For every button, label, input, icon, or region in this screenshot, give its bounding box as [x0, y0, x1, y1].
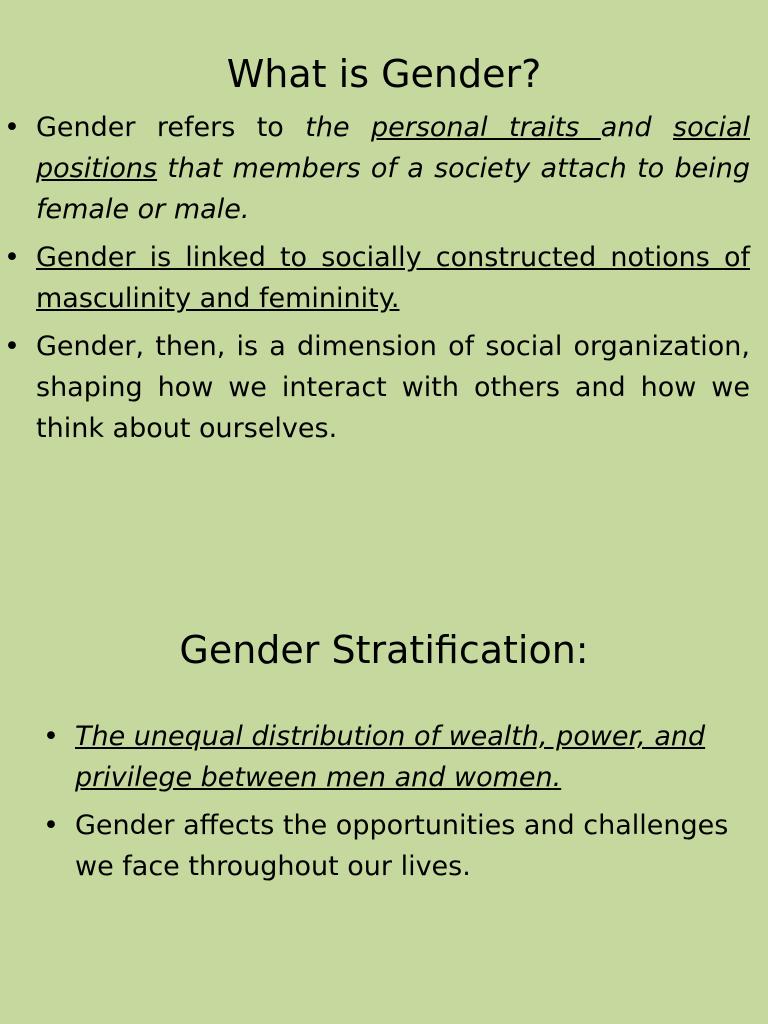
bullet-text-part-italic: the [305, 112, 371, 143]
bullet-text-part-italic: that members of a society attach to being female or male. [36, 153, 750, 225]
slide-title-what-is-gender: What is Gender? [226, 52, 542, 96]
bullet-item-social-organization [4, 326, 750, 449]
gender-definition-list [4, 107, 750, 456]
bullet-icon: • [4, 112, 20, 143]
bullet-text: Gender, then, is a dimension of social organization, shaping how we interact with others and how we think about ourselves. [36, 331, 750, 444]
bullet-item-opportunities [43, 805, 735, 887]
bullet-icon: • [4, 242, 20, 273]
bullet-text-part: Gender refers to [36, 112, 306, 143]
bullet-icon: • [43, 810, 59, 841]
bullet-item-unequal-distribution [43, 716, 735, 798]
bullet-text: Gender is linked to socially constructed notions of masculinity and femininity. [36, 242, 750, 314]
bullet-text: Gender affects the opportunities and challenges we face throughout our lives. [75, 810, 729, 882]
bullet-item-social-construction [4, 237, 750, 319]
gender-stratification-list [43, 716, 735, 894]
slide-title-gender-stratification: Gender Stratification: [179, 628, 589, 672]
bullet-icon: • [43, 721, 59, 752]
bullet-text: The unequal distribution of wealth, power, and privilege between men and women. [75, 721, 706, 793]
bullet-item-definition [4, 107, 750, 230]
term-personal-traits: personal traits [370, 112, 601, 143]
bullet-icon: • [4, 331, 20, 362]
bullet-text-part-italic: and [600, 112, 674, 143]
term-social-positions: social positions [36, 112, 750, 184]
